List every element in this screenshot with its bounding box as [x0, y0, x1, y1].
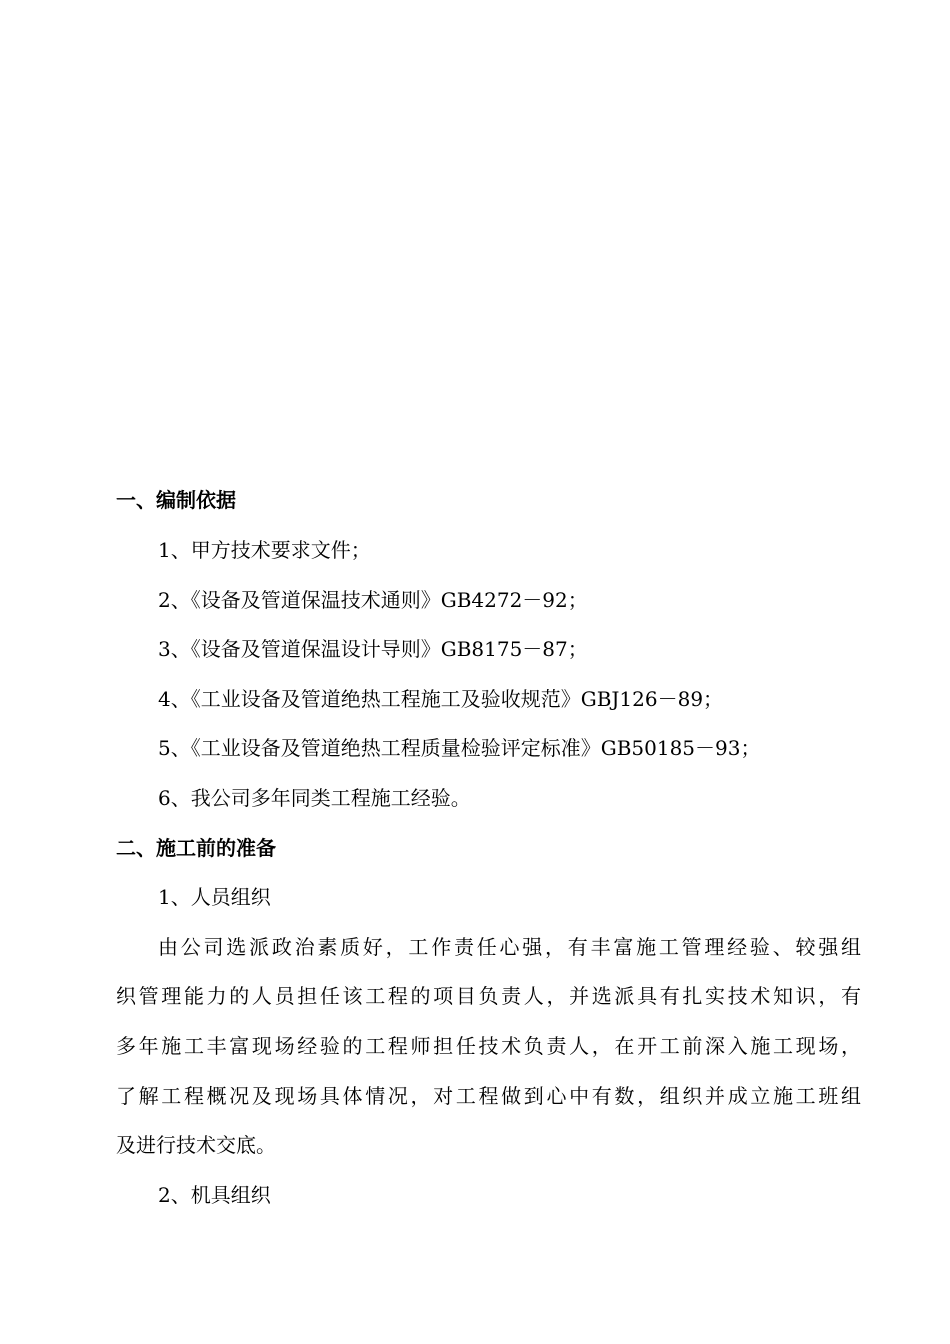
subsection-personnel: 1、人员组织	[158, 885, 271, 909]
paragraph-line: 了解工程概况及现场具体情况，对工程做到心中有数，组织并成立施工班组	[116, 1084, 861, 1108]
list-item: 3、《设备及管道保温设计导则》GB8175－87；	[158, 637, 588, 661]
list-item: 6、我公司多年同类工程施工经验。	[158, 786, 471, 810]
list-item: 5、《工业设备及管道绝热工程质量检验评定标准》GB50185－93；	[158, 736, 761, 760]
section-heading-preparation: 二、施工前的准备	[116, 836, 276, 860]
paragraph-line: 由公司选派政治素质好，工作责任心强，有丰富施工管理经验、较强组	[158, 935, 861, 959]
list-item: 2、《设备及管道保温技术通则》GB4272－92；	[158, 588, 588, 612]
paragraph-line: 及进行技术交底。	[116, 1133, 276, 1157]
list-item: 4、《工业设备及管道绝热工程施工及验收规范》GBJ126－89；	[158, 687, 724, 711]
section-heading-compilation-basis: 一、编制依据	[116, 488, 236, 512]
subsection-equipment: 2、机具组织	[158, 1183, 271, 1207]
list-item: 1、甲方技术要求文件；	[158, 538, 371, 562]
paragraph-line: 多年施工丰富现场经验的工程师担任技术负责人，在开工前深入施工现场，	[116, 1034, 861, 1058]
paragraph-line: 织管理能力的人员担任该工程的项目负责人，并选派具有扎实技术知识，有	[116, 984, 861, 1008]
